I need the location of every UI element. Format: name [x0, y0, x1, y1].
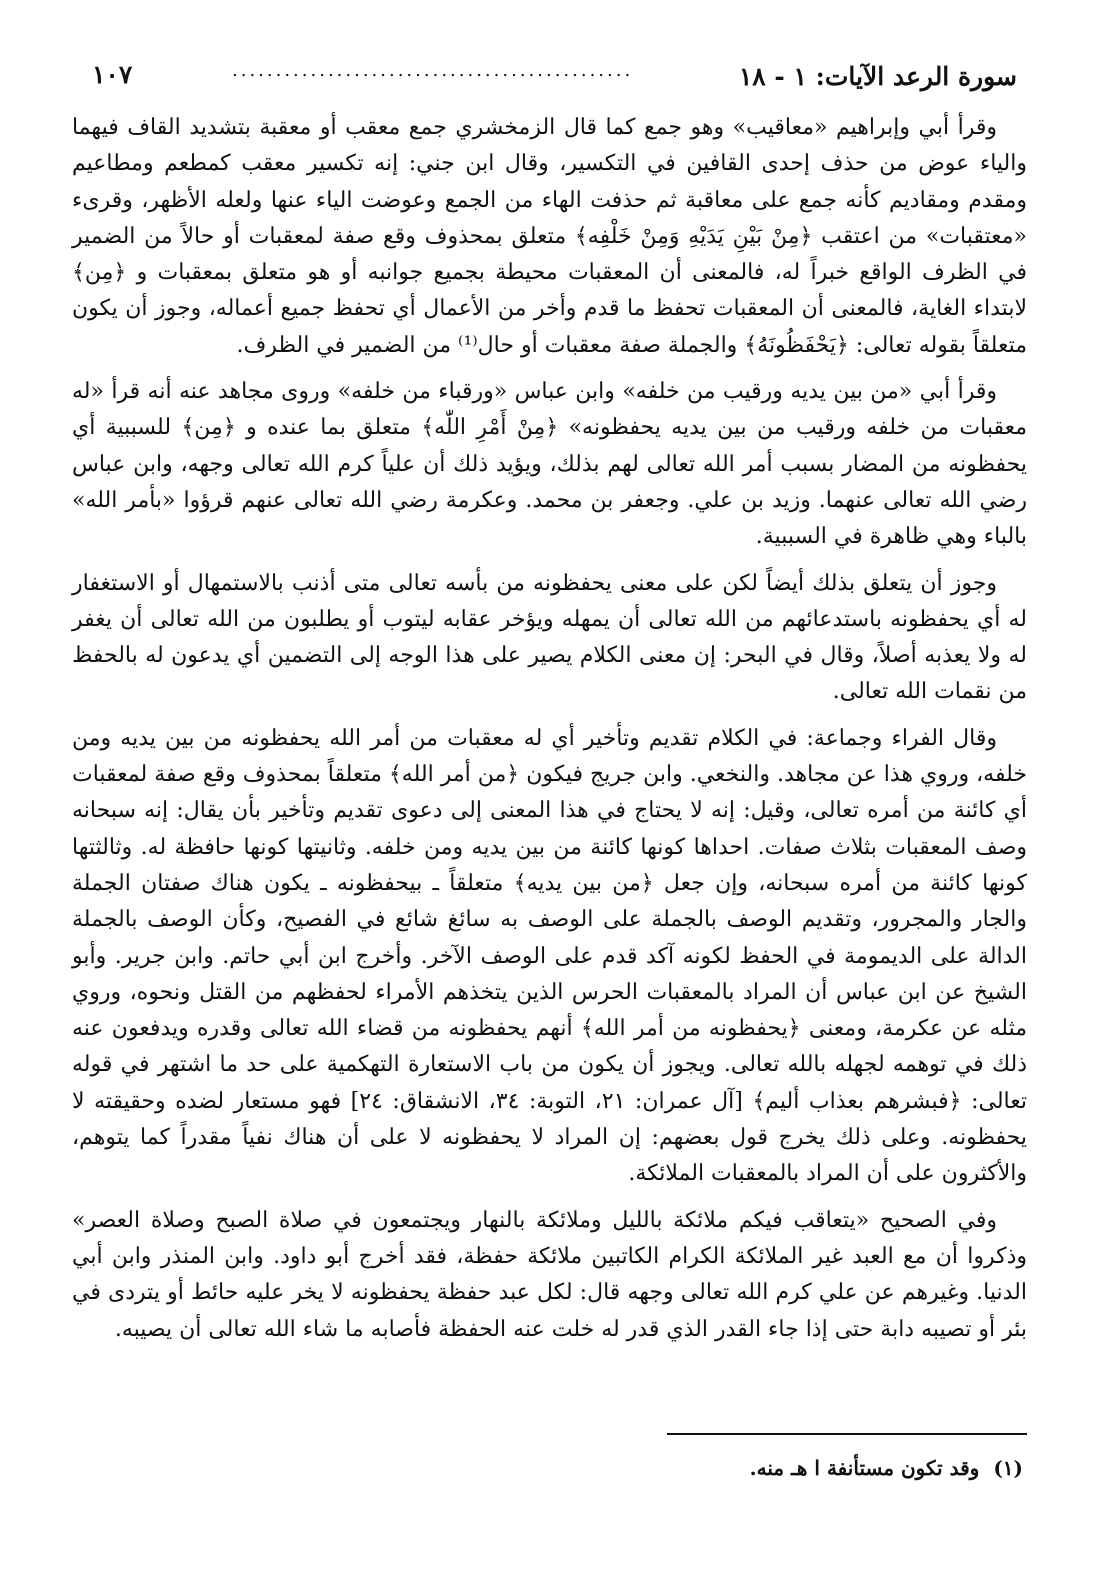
- paragraph-3: وجوز أن يتعلق بذلك أيضاً لكن على معنى يحفظونه من بأسه تعالى متى أذنب بالاستمهال أو الاستغفار له أي يحفظونه باستدعائهم من الله تعالى أن يمهله ويؤخر عقابه ليتوب أو يطلبون من الله تعالى أن يغفر له ولا يعذبه أصلاً، وقال في البحر: إن معنى الكلام يصير على هذا الوجه إلى التضمين أي يدعون له بالحفظ من نقمات الله تعالى.: [72, 570, 1027, 705]
- paragraph-4: وقال الفراء وجماعة: في الكلام تقديم وتأخير أي له معقبات من أمر الله يحفظونه من بين يديه ومن خلفه، وروي هذا عن مجاهد. والنخعي. وابن جريج فيكون ﴿من أمر الله﴾ متعلقاً بمحذوف وقع صفة لمعقبات أي كائنة من أمره تعالى، وقيل: إنه لا يحتاج في هذا المعنى إلى دعوى تقديم وتأخير بأن يقال: إنه سبحانه وصف المعقبات بثلاث صفات. احداها كونها كائنة من بين يديه ومن خلفه. وثانيتها كونها حافظة له. وثالثتها كونها كائنة من أمره سبحانه، وإن جعل ﴿من بين يديه﴾ متعلقاً ـ بيحفظونه ـ يكون هناك صفتان الجملة والجار والمجرور، وتقديم الوصف بالجملة على الوصف به سائغ شائع في الفصيح، وكأن الوصف بالجملة الدالة على الديمومة في الحفظ لكونه آكد قدم على الوصف الآخر. وأخرج ابن أبي حاتم. وابن جرير. وأبو الشيخ عن ابن عباس أن المراد بالمعقبات الحرس الذين يتخذهم الأمراء لحفظهم من القتل ونحوه، وروي مثله عن عكرمة، ومعنى ﴿يحفظونه من أمر الله﴾ أنهم يحفظونه من قضاء الله تعالى وقدره ويدفعون عنه ذلك في توهمه لجهله بالله تعالى. ويجوز أن يكون من باب الاستعارة التهكمية على حد ما اشتهر في قوله تعالى: ﴿فبشرهم بعذاب أليم﴾ [آل عمران: ٢١، التوبة: ٣٤، الانشقاق: ٢٤] فهو مستعار لضده وحقيقته لا يحفظونه. وعلى ذلك يخرج قول بعضهم: إن المراد لا يحفظونه لا على أن هناك نفياً مقدراً كما يتوهم، والأكثرون على أن المراد بالمعقبات الملائكة.: [72, 725, 1027, 1187]
- running-title: سورة الرعد الآيات: ١ - ١٨: [738, 62, 1017, 91]
- leader-dots: ..............................................: [232, 60, 634, 81]
- paragraph-1: وقرأ أبي وإبراهيم «معاقيب» وهو جمع كما قال الزمخشري جمع معقب أو معقبة بتشديد القاف فيهما والياء عوض من حذف إحدى القافين في التكسير، وقال ابن جني: إنه تكسير معقب كمطعم ومطاعيم ومقدم ومقاديم كأنه جمع على معاقبة ثم حذفت الهاء من الجمع وعوضت الياء عنها ولعله الأظهر، وقرىء «معتقبات» من اعتقب ﴿مِنْ بَيْنِ يَدَيْهِ وَمِنْ خَلْفِه﴾ متعلق بمحذوف وقع صفة لمعقبات أو حالاً من الضمير في الظرف الواقع خبراً له، فالمعنى أن المعقبات محيطة بجميع جوانبه أو هو متعلق بمعقبات و ﴿مِن﴾ لابتداء الغاية، فالمعنى أن المعقبات تحفظ ما قدم وأخر من الأعمال أي تحفظ جميع أعماله، وجوز أن يكون متعلقاً بقوله تعالى: ﴿يَحْفَظُونَهُ﴾ والجملة صفة معقبات أو حال⁽¹⁾ من الضمير في الظرف.: [72, 115, 1027, 358]
- footnote: [736, 1456, 1023, 1480]
- paragraph-2: وقرأ أبي «من بين يديه ورقيب من خلفه» وابن عباس «ورقباء من خلفه» وروى مجاهد عنه أنه قرأ «له معقبات من خلفه ورقيب من بين يديه يحفظونه» ﴿مِنْ أَمْرِ اللّٰه﴾ متعلق بما عنده و ﴿مِن﴾ للسببية أي يحفظونه من المضار بسبب أمر الله تعالى لهم بذلك، ويؤيد ذلك أن علياً كرم الله تعالى وجهه، وابن عباس رضي الله تعالى عنهما. وزيد بن علي. وجعفر بن محمد. وعكرمة رضي الله تعالى عنهم قرؤوا «بأمر الله» بالباء وهي ظاهرة في السببية.: [72, 379, 1028, 550]
- footnote-text: وقد تكون مستأنفة ا هـ منه.: [749, 1456, 980, 1480]
- page-header: [72, 50, 1027, 110]
- page-body: [72, 110, 1027, 1348]
- footnote-number: (١): [993, 1456, 1023, 1480]
- page-number: ١٠٧: [92, 60, 133, 89]
- footnote-separator: [667, 1433, 1027, 1435]
- paragraph-5: وفي الصحيح «يتعاقب فيكم ملائكة بالليل وملائكة بالنهار ويجتمعون في صلاة الصبح وصلاة العصر» وذكروا أن مع العبد غير الملائكة الكرام الكاتبين ملائكة حفظة، فقد أخرج أبو داود. وابن المنذر وابن أبي الدنيا. وغيرهم عن علي كرم الله تعالى وجهه قال: لكل عبد حفظة يحفظونه لا يخر عليه حائط أو يتردى في بئر أو تصيبه دابة حتى إذا جاء القدر الذي قدر له خلت عنه الحفظة فأصابه ما شاء الله تعالى أن يصيبه.: [72, 1207, 1027, 1342]
